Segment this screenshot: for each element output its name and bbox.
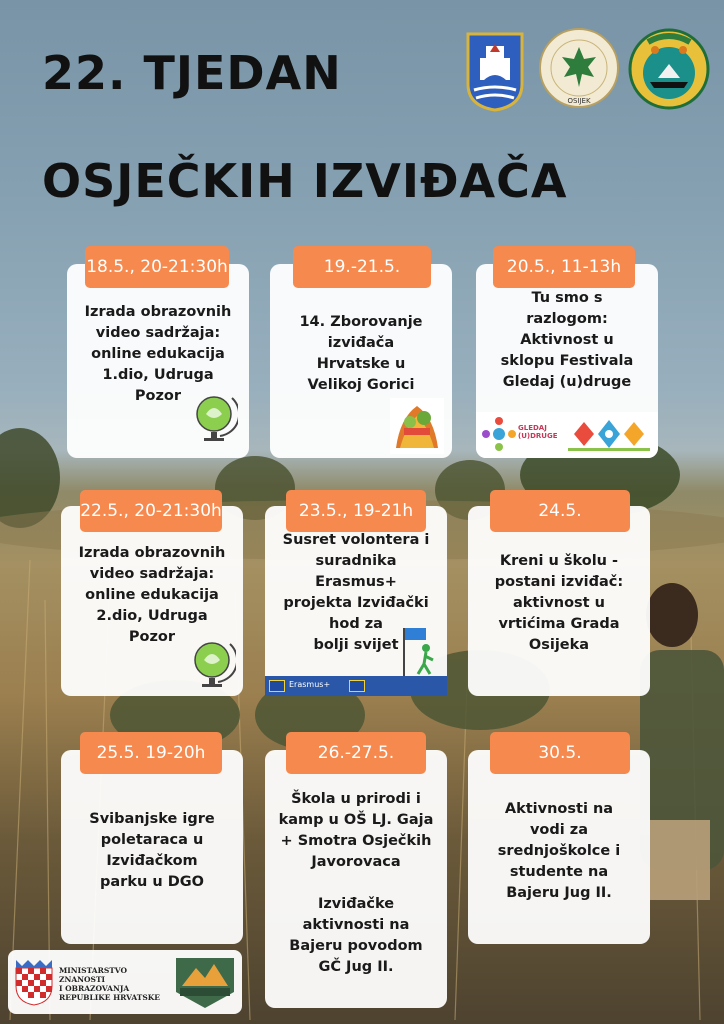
- event-text-7: Svibanjske igre poletaraca u Izviđačkom parku u DGO: [89, 811, 215, 890]
- zborovanje-logo-icon: [390, 398, 444, 454]
- event-text-4: Izrada obrazovnih video sadržaja: online edukacija 2.dio, Udruga Pozor: [78, 544, 226, 645]
- event-date-badge-2: 19.-21.5.: [293, 246, 431, 288]
- erasmus-label: Erasmus+: [289, 680, 331, 689]
- event-text-9: Aktivnosti na vodi za srednjoškolce i studente na Bajeru Jug II.: [497, 800, 621, 901]
- event-date-badge-9: 30.5.: [490, 732, 630, 774]
- event-text-1: Izrada obrazovnih video sadržaja: online edukacija 1.dio, Udruga Pozor: [84, 303, 232, 404]
- event-date-badge-1: 18.5., 20-21:30h: [85, 246, 229, 288]
- gledaj-udruge-logo-icon: [480, 415, 518, 453]
- ministry-name: MINISTARSTVO ZNANOSTI I OBRAZOVANJA REPUBLIKE HRVATSKE: [59, 966, 161, 1002]
- sponsor-panel: [8, 950, 242, 1014]
- event-date-badge-6: 24.5.: [490, 490, 630, 532]
- event-text-5: Susret volontera i suradnika Erasmus+ projekta Izviđački hod za bolji svijet: [282, 532, 430, 653]
- event-date-badge-5: 23.5., 19-21h: [286, 490, 426, 532]
- event-text-3: Tu smo s razlogom: Aktivnost u sklopu Festivala Gledaj (u)druge: [500, 289, 634, 390]
- city-coat-of-arms-icon: [466, 32, 524, 112]
- event-text-8: Škola u prirodi i kamp u OŠ LJ. Gaja + Smotra Osječkih Javorovaca Izviđačke aktivnosti na Bajeru povodom GČ Jug II.: [278, 790, 434, 975]
- title-line-2: OSJEČKIH IZVIĐAČA: [42, 154, 568, 208]
- gledaj-udruge-banner: [476, 412, 658, 458]
- javor-club-seal-icon: [538, 27, 620, 109]
- event-date-badge-8: 26.-27.5.: [286, 732, 426, 774]
- title-line-1: 22. TJEDAN: [42, 46, 342, 100]
- savez-izvidaca-logo-icon: [172, 954, 238, 1010]
- event-date-badge-7: 25.5. 19-20h: [80, 732, 222, 774]
- event-text-2: 14. Zborovanje izviđača Hrvatske u Velikoj Gorici: [299, 314, 423, 393]
- eu-cofunded-flag-icon: [349, 680, 365, 692]
- gledaj-udruge-logo-text: GLEDAJ (U)DRUGE: [518, 424, 558, 440]
- eu-flag-icon: [269, 680, 285, 692]
- erasmus-banner: [265, 676, 447, 696]
- globe-plant-icon: [194, 392, 238, 444]
- event-card-9: [468, 750, 650, 944]
- event-card-6: [468, 506, 650, 696]
- svg-text:OSIJEK: OSIJEK: [567, 97, 591, 105]
- festival-pattern-icon: [564, 414, 654, 454]
- scout-club-seal-icon: [628, 28, 710, 110]
- croatian-coat-of-arms-icon: [14, 958, 54, 1006]
- event-date-badge-3: 20.5., 11-13h: [493, 246, 635, 288]
- event-card-8: [265, 750, 447, 1008]
- event-text-6: Kreni u školu - postani izviđač: aktivnost u vrtićima Grada Osijeka: [494, 552, 624, 653]
- event-card-7: [61, 750, 243, 944]
- globe-plant-icon: [192, 638, 236, 690]
- event-date-badge-4: 22.5., 20-21:30h: [80, 490, 222, 532]
- hiker-flag-icon: [400, 624, 440, 678]
